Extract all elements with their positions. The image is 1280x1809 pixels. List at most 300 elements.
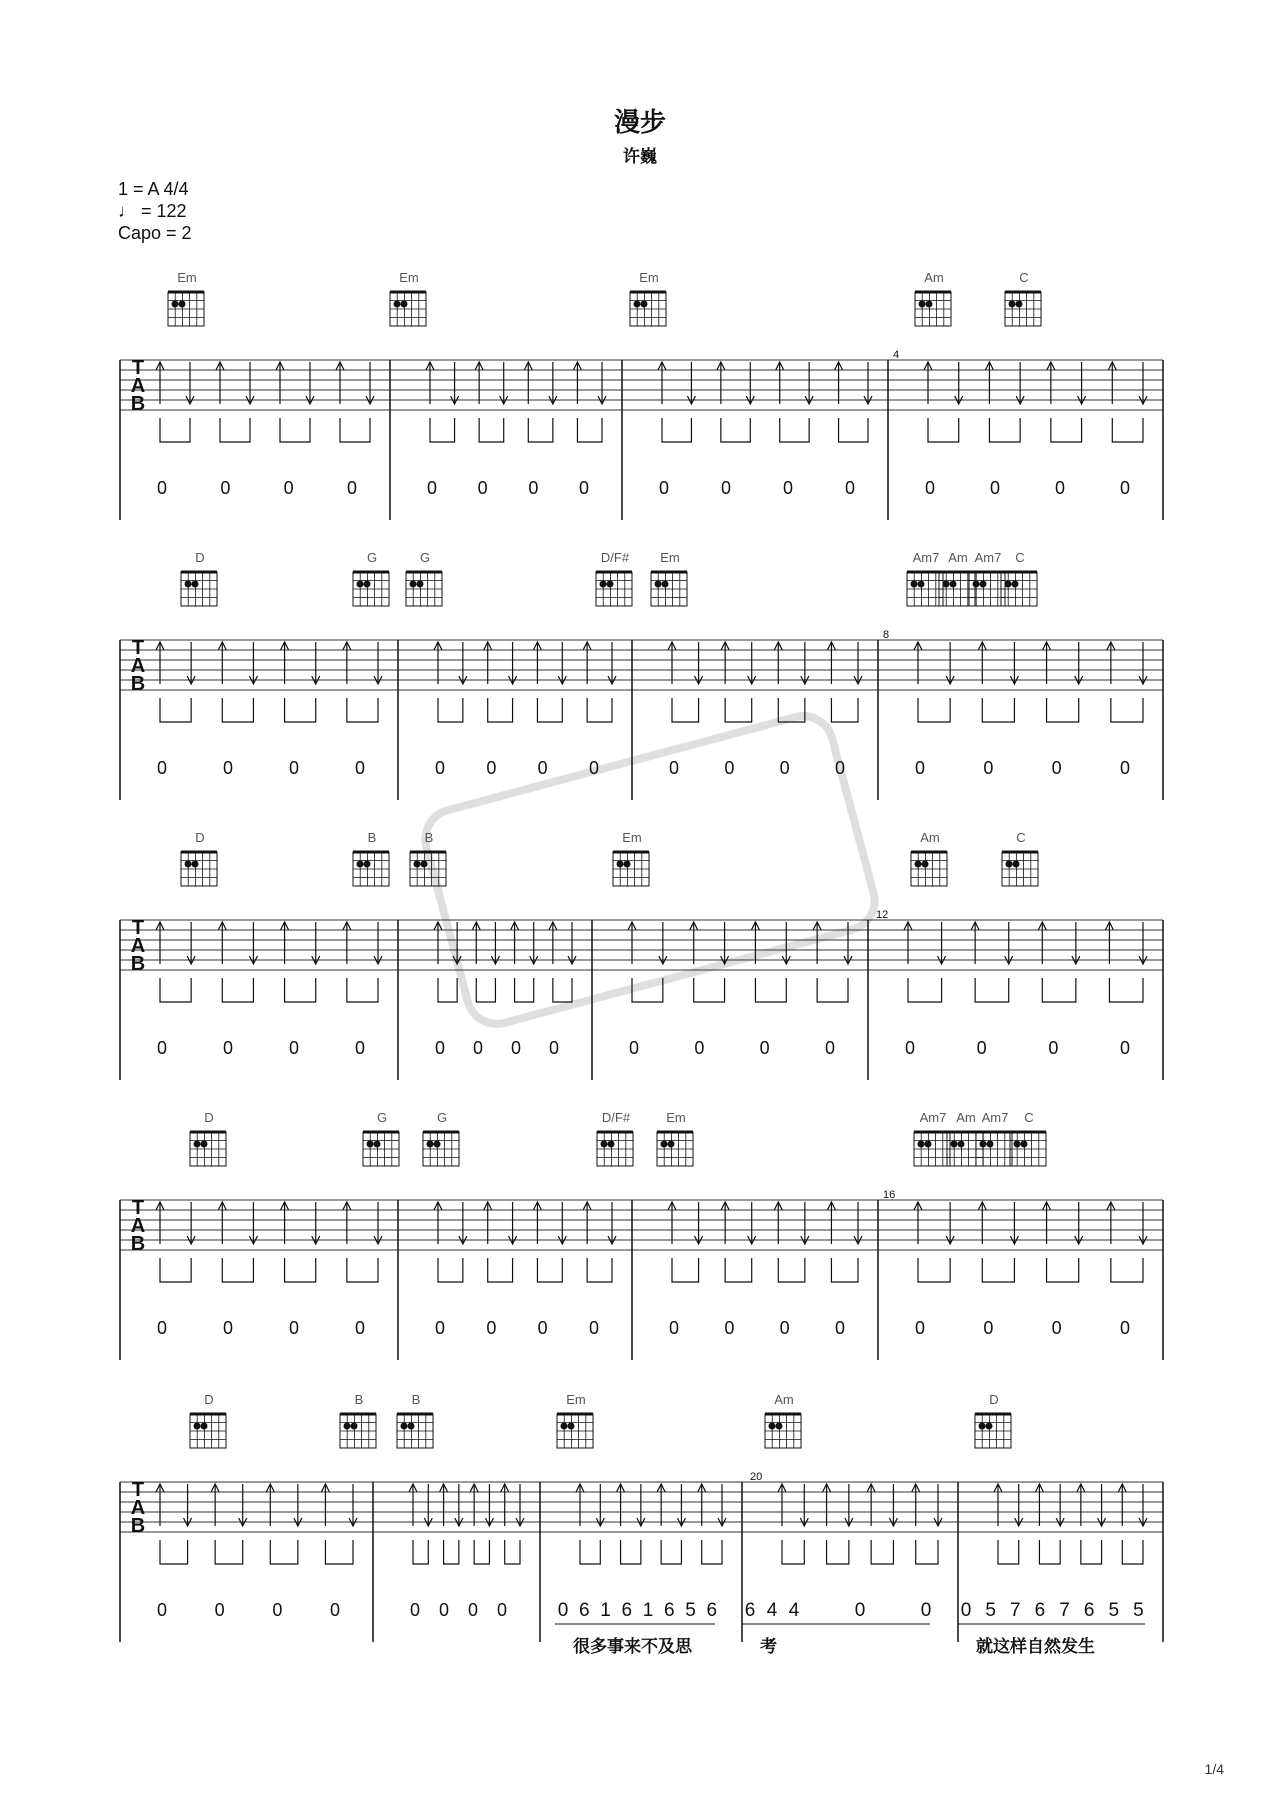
chord-diagram-am7 — [976, 1110, 1012, 1166]
bass-note: 0 — [1048, 1038, 1059, 1058]
rhythm-beam — [702, 1540, 722, 1564]
bass-note: 0 — [496, 1600, 508, 1620]
rhythm-beam — [908, 978, 942, 1002]
key-time-signature: 1 = A 4/4 — [118, 179, 189, 199]
chord-name: Em — [177, 270, 197, 285]
rhythm-beam — [817, 978, 848, 1002]
rhythm-beam — [928, 418, 959, 442]
rhythm-beam — [975, 978, 1009, 1002]
system-4 — [120, 1110, 1163, 1360]
melody-note: 6 — [706, 1600, 718, 1621]
finger-dot — [1005, 581, 1012, 588]
finger-dot — [179, 301, 186, 308]
rhythm-beam — [1109, 978, 1143, 1002]
finger-dot — [568, 1423, 575, 1430]
chord-name: C — [1024, 1110, 1034, 1125]
rhythm-beam — [285, 978, 316, 1002]
bass-note: 0 — [354, 1038, 366, 1058]
chord-name: Em — [399, 270, 419, 285]
chord-diagram-am7 — [914, 1110, 950, 1166]
rhythm-beam — [347, 1258, 378, 1282]
chord-name: B — [354, 1392, 364, 1407]
chord-diagram-d — [190, 1110, 226, 1166]
bass-note: 0 — [779, 758, 790, 778]
tab-letter-t: T — [131, 1197, 145, 1219]
bass-note: 0 — [720, 478, 732, 498]
finger-dot — [357, 581, 364, 588]
finger-dot — [410, 581, 417, 588]
chord-name: Em — [666, 1110, 686, 1125]
rhythm-beam — [413, 1540, 428, 1564]
chord-name: D — [989, 1392, 999, 1407]
rhythm-beam — [778, 1258, 805, 1282]
rhythm-beam — [1047, 1258, 1079, 1282]
chord-name: Em — [660, 550, 680, 565]
bass-note: 0 — [1119, 478, 1131, 498]
bass-note: 0 — [409, 1600, 421, 1620]
rhythm-beam — [340, 418, 370, 442]
melody-note: 5 — [985, 1600, 996, 1621]
bass-note: 0 — [434, 1038, 446, 1058]
melody-note: 6 — [1034, 1600, 1046, 1621]
tab-letter-a: A — [130, 655, 146, 677]
rhythm-beam — [662, 418, 691, 442]
measure-number: 16 — [883, 1189, 896, 1201]
bass-note: 0 — [486, 1318, 497, 1338]
finger-dot — [600, 581, 607, 588]
tab-letter-a: A — [130, 1215, 146, 1237]
finger-dot — [922, 861, 929, 868]
chord-diagram-c — [1010, 1110, 1046, 1166]
bass-note: 0 — [467, 1600, 479, 1620]
finger-dot — [662, 581, 669, 588]
bass-note: 0 — [628, 1038, 640, 1058]
chord-name: C — [1015, 550, 1025, 565]
tab-letter-a: A — [130, 375, 146, 397]
rhythm-beam — [222, 1258, 253, 1282]
chord-name: Am7 — [974, 550, 1002, 565]
rhythm-beam — [721, 418, 750, 442]
bass-note: 0 — [156, 1600, 168, 1620]
chord-name: C — [1019, 270, 1029, 285]
tab-letter-b: B — [130, 1515, 146, 1537]
lyric-line: 就这样自然发生 — [976, 1637, 1095, 1657]
finger-dot — [1013, 861, 1020, 868]
bass-note: 0 — [914, 1318, 926, 1338]
finger-dot — [1016, 301, 1023, 308]
finger-dot — [374, 1141, 381, 1148]
system-5 — [120, 1392, 1163, 1657]
bass-note: 0 — [426, 478, 438, 498]
finger-dot — [987, 1141, 994, 1148]
measure-number: 8 — [883, 629, 890, 641]
measure-number: 20 — [750, 1471, 763, 1483]
chord-diagram-g — [406, 550, 442, 606]
chord-diagram-em — [613, 830, 649, 886]
rhythm-beam — [831, 698, 858, 722]
finger-dot — [951, 1141, 958, 1148]
artist-name: 许巍 — [623, 147, 657, 166]
rhythm-beam — [982, 698, 1014, 722]
melody-note: 6 — [663, 1600, 675, 1621]
rhythm-beam — [347, 978, 378, 1002]
finger-dot — [943, 581, 950, 588]
rhythm-beam — [515, 978, 534, 1002]
bass-note: 0 — [438, 1600, 450, 1620]
finger-dot — [194, 1423, 201, 1430]
bass-note: 0 — [214, 1600, 225, 1620]
finger-dot — [668, 1141, 675, 1148]
rhythm-beam — [222, 698, 253, 722]
rhythm-beam — [1051, 418, 1082, 442]
chord-diagram-b — [340, 1392, 376, 1448]
chord-name: G — [436, 1110, 448, 1125]
chord-diagram-am — [915, 270, 951, 326]
song-title: 漫步 — [613, 107, 666, 137]
rhythm-beam — [474, 1540, 489, 1564]
finger-dot — [408, 1423, 415, 1430]
bass-note: 0 — [588, 1318, 600, 1338]
rhythm-beam — [160, 1540, 188, 1564]
tab-letter-b: B — [130, 953, 146, 975]
bass-note: 0 — [272, 1600, 283, 1620]
finger-dot — [608, 1141, 615, 1148]
chord-name: G — [376, 1110, 388, 1125]
bass-note: 0 — [222, 1038, 234, 1058]
rhythm-beam — [827, 1540, 849, 1564]
melody-note: 0 — [920, 1600, 932, 1621]
bass-note: 0 — [668, 758, 680, 778]
tab-letter-b: B — [130, 393, 146, 415]
finger-dot — [1009, 301, 1016, 308]
melody-note: 5 — [685, 1600, 696, 1621]
bass-note: 0 — [924, 478, 936, 498]
chord-name: B — [367, 830, 377, 845]
finger-dot — [624, 861, 631, 868]
chord-diagram-am — [911, 830, 947, 886]
chord-name: Am — [924, 270, 944, 285]
bass-note: 0 — [528, 478, 539, 498]
bass-note: 0 — [434, 1318, 446, 1338]
rhythm-beam — [780, 418, 809, 442]
finger-dot — [925, 1141, 932, 1148]
bass-note: 0 — [346, 478, 358, 498]
chord-diagram-d — [181, 830, 217, 886]
melody-note: 1 — [600, 1600, 611, 1621]
bass-note: 0 — [288, 1038, 300, 1058]
rhythm-beam — [587, 1258, 612, 1282]
melody-note: 4 — [766, 1600, 778, 1621]
finger-dot — [979, 1423, 986, 1430]
finger-dot — [1014, 1141, 1021, 1148]
finger-dot — [918, 1141, 925, 1148]
tab-letter-t: T — [131, 917, 145, 939]
chord-name: D/F# — [601, 1110, 631, 1125]
finger-dot — [172, 301, 179, 308]
bass-note: 0 — [658, 478, 670, 498]
rhythm-beam — [488, 1258, 513, 1282]
melody-note: 7 — [1009, 1600, 1021, 1621]
rhythm-beam — [1081, 1540, 1102, 1564]
chord-name: D/F# — [600, 550, 630, 565]
chord-name: Am7 — [981, 1110, 1009, 1125]
bass-note: 0 — [156, 1318, 168, 1338]
bass-note: 0 — [824, 1038, 836, 1058]
bass-note: 0 — [724, 1318, 735, 1338]
bass-note: 0 — [1119, 1038, 1131, 1058]
rhythm-beam — [1111, 698, 1143, 722]
capo-marking: Capo = 2 — [118, 223, 192, 243]
rhythm-beam — [1122, 1540, 1143, 1564]
rhythm-beam — [160, 698, 191, 722]
rhythm-beam — [430, 418, 455, 442]
bass-note: 0 — [222, 758, 234, 778]
rhythm-beam — [537, 1258, 562, 1282]
lyric-line: 很多事来不及思 — [573, 1637, 692, 1657]
finger-dot — [1012, 581, 1019, 588]
finger-dot — [661, 1141, 668, 1148]
bass-note: 0 — [914, 758, 926, 778]
finger-dot — [192, 861, 199, 868]
measure-number: 4 — [893, 349, 900, 361]
melody-note: 7 — [1059, 1600, 1070, 1621]
rhythm-beam — [725, 698, 752, 722]
bass-note: 0 — [354, 758, 366, 778]
finger-dot — [950, 581, 957, 588]
rhythm-beam — [621, 1540, 641, 1564]
finger-dot — [980, 581, 987, 588]
tab-letter-t: T — [131, 637, 145, 659]
tab-letter-t: T — [131, 1479, 145, 1501]
bass-note: 0 — [510, 1038, 522, 1058]
chord-diagram-g — [423, 1110, 459, 1166]
finger-dot — [634, 301, 641, 308]
bass-note: 0 — [472, 1038, 484, 1058]
finger-dot — [414, 861, 421, 868]
bass-note: 0 — [477, 478, 488, 498]
melody-note: 0 — [854, 1600, 866, 1621]
finger-dot — [911, 581, 918, 588]
finger-dot — [185, 861, 192, 868]
bass-note: 0 — [434, 758, 446, 778]
rhythm-beam — [347, 698, 378, 722]
rhythm-beam — [270, 1540, 298, 1564]
finger-dot — [201, 1141, 208, 1148]
finger-dot — [194, 1141, 201, 1148]
chord-diagram-c — [1001, 550, 1037, 606]
melody-note: 0 — [960, 1600, 972, 1621]
finger-dot — [973, 581, 980, 588]
chord-diagram-c — [1002, 830, 1038, 886]
finger-dot — [919, 301, 926, 308]
rhythm-beam — [553, 978, 572, 1002]
rhythm-beam — [285, 698, 316, 722]
melody-note: 6 — [1083, 1600, 1095, 1621]
finger-dot — [918, 581, 925, 588]
lyric-line: 考 — [760, 1637, 777, 1657]
bass-note: 0 — [1051, 1318, 1062, 1338]
finger-dot — [607, 581, 614, 588]
bass-note: 0 — [1119, 758, 1131, 778]
rhythm-beam — [537, 698, 562, 722]
finger-dot — [427, 1141, 434, 1148]
chord-diagram-g — [353, 550, 389, 606]
rhythm-beam — [587, 698, 612, 722]
rhythm-beam — [1112, 418, 1143, 442]
rhythm-beam — [871, 1540, 893, 1564]
bass-note: 0 — [220, 478, 231, 498]
bass-note: 0 — [486, 758, 497, 778]
rhythm-beam — [160, 978, 191, 1002]
finger-dot — [421, 861, 428, 868]
rhythm-beam — [528, 418, 553, 442]
chord-name: Em — [566, 1392, 586, 1407]
page-number: 1/4 — [1204, 1761, 1224, 1777]
rhythm-beam — [661, 1540, 681, 1564]
finger-dot — [192, 581, 199, 588]
bass-note: 0 — [329, 1600, 341, 1620]
rhythm-beam — [918, 1258, 950, 1282]
melody-note: 6 — [621, 1600, 633, 1621]
finger-dot — [769, 1423, 776, 1430]
bass-note: 0 — [283, 478, 294, 498]
rhythm-beam — [782, 1540, 804, 1564]
finger-dot — [401, 1423, 408, 1430]
chord-name: Am7 — [912, 550, 940, 565]
tab-letter-b: B — [130, 673, 146, 695]
finger-dot — [357, 861, 364, 868]
melody-note: 5 — [1133, 1600, 1144, 1621]
melody-note: 4 — [788, 1600, 800, 1621]
bass-note: 0 — [989, 478, 1001, 498]
chord-name: B — [424, 830, 434, 845]
tab-letter-a: A — [130, 1497, 146, 1519]
chord-diagram-am — [765, 1392, 801, 1448]
rhythm-beam — [215, 1540, 243, 1564]
finger-dot — [394, 301, 401, 308]
rhythm-beam — [916, 1540, 938, 1564]
rhythm-beam — [831, 1258, 858, 1282]
bass-note: 0 — [354, 1318, 366, 1338]
finger-dot — [561, 1423, 568, 1430]
system-3 — [120, 830, 1163, 1080]
bass-note: 0 — [156, 478, 168, 498]
bass-note: 0 — [694, 1038, 705, 1058]
rhythm-beam — [160, 418, 190, 442]
bass-note: 0 — [537, 758, 548, 778]
chord-diagram-em — [168, 270, 204, 326]
rhythm-beam — [694, 978, 725, 1002]
bass-note: 0 — [156, 758, 168, 778]
melody-note: 0 — [557, 1600, 569, 1621]
finger-dot — [344, 1423, 351, 1430]
finger-dot — [351, 1423, 358, 1430]
bass-note: 0 — [844, 478, 856, 498]
finger-dot — [986, 1423, 993, 1430]
chord-name: G — [419, 550, 431, 565]
tab-letter-a: A — [130, 935, 146, 957]
finger-dot — [915, 861, 922, 868]
finger-dot — [926, 301, 933, 308]
chord-name: B — [411, 1392, 421, 1407]
chord-name: Am — [920, 830, 940, 845]
bass-note: 0 — [578, 478, 590, 498]
bass-note: 0 — [834, 1318, 846, 1338]
finger-dot — [641, 301, 648, 308]
chord-name: G — [366, 550, 378, 565]
bass-note: 0 — [983, 758, 994, 778]
bass-note: 0 — [548, 1038, 560, 1058]
bass-note: 0 — [904, 1038, 916, 1058]
chord-diagram-b — [353, 830, 389, 886]
rhythm-beam — [982, 1258, 1014, 1282]
rhythm-beam — [438, 698, 463, 722]
rhythm-beam — [438, 978, 457, 1002]
rhythm-beam — [725, 1258, 752, 1282]
bass-note: 0 — [779, 1318, 790, 1338]
rhythm-beam — [444, 1540, 459, 1564]
bass-note: 0 — [288, 758, 300, 778]
chord-diagram-c — [1005, 270, 1041, 326]
rhythm-beam — [672, 698, 699, 722]
bass-note: 0 — [1119, 1318, 1131, 1338]
rhythm-beam — [325, 1540, 353, 1564]
chord-diagram-am7 — [907, 550, 943, 606]
rhythm-beam — [438, 1258, 463, 1282]
measure-number: 12 — [876, 909, 889, 921]
finger-dot — [364, 581, 371, 588]
finger-dot — [1006, 861, 1013, 868]
bass-note: 0 — [759, 1038, 770, 1058]
rhythm-beam — [488, 698, 513, 722]
rhythm-beam — [1111, 1258, 1143, 1282]
bass-note: 0 — [537, 1318, 548, 1338]
bass-note: 0 — [834, 758, 846, 778]
bass-note: 0 — [983, 1318, 994, 1338]
rhythm-beam — [1047, 698, 1079, 722]
bass-note: 0 — [1051, 758, 1062, 778]
chord-diagram-g — [363, 1110, 399, 1166]
rhythm-beam — [577, 418, 602, 442]
bass-note: 0 — [1054, 478, 1066, 498]
chord-name: D — [195, 550, 205, 565]
rhythm-beam — [989, 418, 1020, 442]
rhythm-beam — [285, 1258, 316, 1282]
chord-diagram-d — [975, 1392, 1011, 1448]
finger-dot — [185, 581, 192, 588]
chord-name: Am — [948, 550, 968, 565]
melody-note: 5 — [1108, 1600, 1120, 1621]
finger-dot — [201, 1423, 208, 1430]
chord-name: C — [1016, 830, 1026, 845]
chord-diagram-em — [657, 1110, 693, 1166]
rhythm-beam — [918, 698, 950, 722]
melody-note: 1 — [642, 1600, 654, 1621]
rhythm-beam — [160, 1258, 191, 1282]
melody-note: 6 — [578, 1600, 590, 1621]
chord-diagram-em — [557, 1392, 593, 1448]
finger-dot — [776, 1423, 783, 1430]
chord-diagram-em — [651, 550, 687, 606]
chord-name: D — [195, 830, 205, 845]
chord-diagram-d — [181, 550, 217, 606]
chord-diagram-em — [390, 270, 426, 326]
tab-letter-t: T — [131, 357, 145, 379]
chord-name: Am — [774, 1392, 794, 1407]
rhythm-beam — [998, 1540, 1019, 1564]
finger-dot — [617, 861, 624, 868]
finger-dot — [655, 581, 662, 588]
